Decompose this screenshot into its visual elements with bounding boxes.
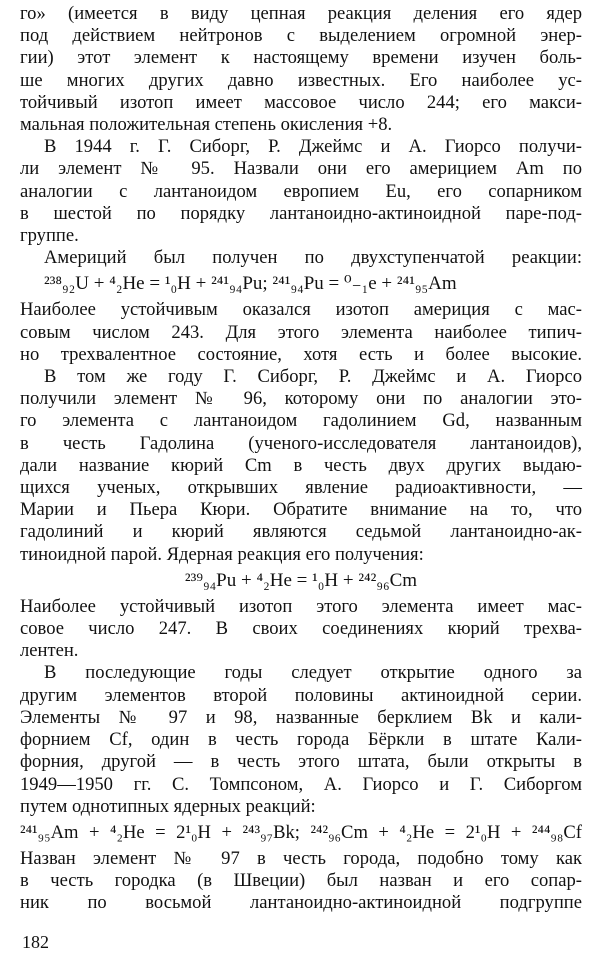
text-line: тиноидной парой. Ядерная реакция его получения: xyxy=(20,543,424,565)
text-line: другим элементов второй половины актиноидной серии. xyxy=(20,684,582,706)
text-line: щихся ученых, открывших явление радиоактивности, — xyxy=(20,477,582,499)
text-line: Назван элемент № 97 в честь города, подобно тому как xyxy=(20,847,582,869)
text-line: 1949—1950 гг. С. Томпсоном, А. Гиорсо и Г. Сиборгом xyxy=(20,773,582,795)
text-line: гадолиний и кюрий являются седьмой лантаноидно-ак- xyxy=(20,521,582,543)
text-line: В 1944 г. Г. Сиборг, Р. Джеймс и А. Гиорсо получи- xyxy=(44,136,582,158)
text-line: тойчивый изотоп имеет массовое число 244; его макси- xyxy=(20,91,582,113)
book-page xyxy=(20,3,582,953)
text-line: В том же году Г. Сиборг, Р. Джеймс и А. Гиорсо xyxy=(44,366,582,388)
text-line: мальная положительная степень окисления +8. xyxy=(20,114,393,136)
equation-berkelium-californium: ²⁴¹₉₅Am + ⁴₂He = 2¹₀H + ²⁴³₉₇Bk; ²⁴²₉₆Cm + ⁴₂He = 2¹₀H + ²⁴⁴₉₈Cf xyxy=(20,821,582,843)
text-line: но трехвалентное состояние, хотя есть и более высокие. xyxy=(20,343,582,365)
page-number: 182 xyxy=(22,931,49,952)
text-line: в шестой по порядку лантаноидно-актиноидной паре-под- xyxy=(20,202,582,224)
text-line: совое число 247. В своих соединениях кюрий трехва- xyxy=(20,618,582,640)
text-line: совым числом 243. Для этого элемента наиболее типич- xyxy=(20,321,582,343)
text-line: Элементы № 97 и 98, названные берклием Bk и кали- xyxy=(20,706,582,728)
text-line: ник по восьмой лантаноидно-актиноидной подгруппе xyxy=(20,892,582,914)
text-line: получили элемент № 96, которому они по аналогии это- xyxy=(20,388,582,410)
text-line: го элемента с лантаноидом гадолинием Gd, названным xyxy=(20,410,582,432)
text-line: в честь Гадолина (ученого-исследователя лантаноидов), xyxy=(20,432,582,454)
text-line: форния, другой — в честь этого штата, были открыты в xyxy=(20,751,582,773)
text-line: форнием Cf, один в честь города Бёркли в штате Кали- xyxy=(20,729,582,751)
text-line: под действием нейтронов с выделением огромной энер- xyxy=(20,25,582,47)
text-line: гии) этот элемент к настоящему времени изучен боль- xyxy=(20,47,582,69)
text-line: дали название кюрий Cm в честь двух других выдаю- xyxy=(20,454,582,476)
text-line: ше многих других давно известных. Его наиболее ус- xyxy=(20,69,582,91)
text-line: лентен. xyxy=(20,640,79,662)
text-line: Америций был получен по двухступенчатой реакции: xyxy=(44,247,582,269)
text-line: В последующие годы следует открытие одного за xyxy=(44,662,582,684)
equation-curium: ²³⁹₉₄Pu + ⁴₂He = ¹₀H + ²⁴²₉₆Cm xyxy=(184,569,418,591)
text-line: Марии и Пьера Кюри. Обратите внимание на то, что xyxy=(20,499,582,521)
text-line: Наиболее устойчивый изотоп этого элемента имеет мас- xyxy=(20,595,582,617)
text-line: ли элемент № 95. Назвали они его америцием Am по xyxy=(20,158,582,180)
text-line: в честь городка (в Швеции) был назван и его сопар- xyxy=(20,870,582,892)
text-line: Наиболее устойчивым оказался изотоп америция с мас- xyxy=(20,299,582,321)
equation-americium: ²³⁸₉₂U + ⁴₂He = ¹₀H + ²⁴¹₉₄Pu; ²⁴¹₉₄Pu = ⁰₋₁e + ²⁴¹₉₅Am xyxy=(44,273,457,295)
text-line: путем однотипных ядерных реакций: xyxy=(20,795,316,817)
text-line: аналогии с лантаноидом европием Eu, его сопарником xyxy=(20,180,582,202)
text-line: группе. xyxy=(20,225,79,247)
text-line: го» (имеется в виду цепная реакция деления его ядер xyxy=(20,3,582,24)
